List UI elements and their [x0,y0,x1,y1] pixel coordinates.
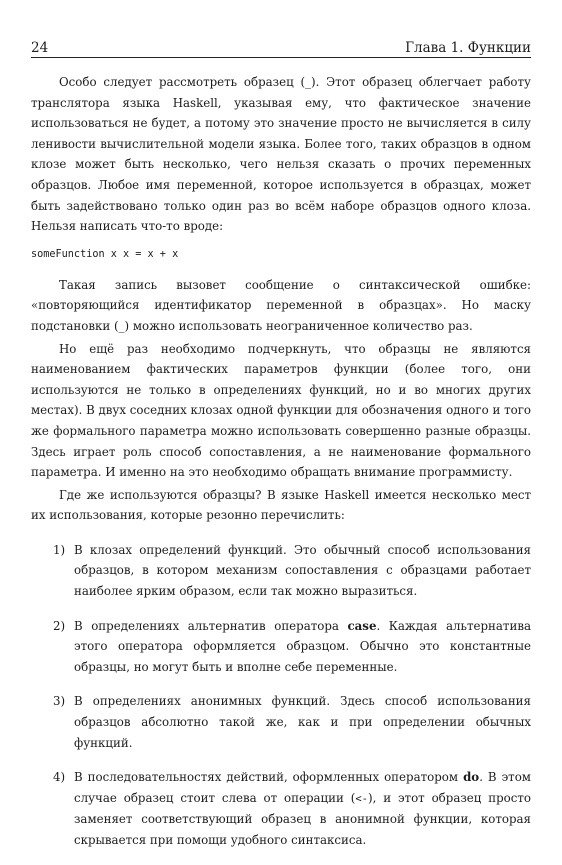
paragraph: Но ещё раз необходимо подчеркнуть, что образцы не являются наименованием фактических параметров функции (более того, они используются не только в определениях функций, но и во многих других местах). В двух соседних клозах одной функции для обозначения одного и того же формального параметра можно использовать совершенно разные образцы. Здесь играет роль способ сопоставления, а не наименование формального параметра. И именно на это необходимо обращать внимание программисту. [31,341,531,480]
list-text: В клозах определений функций. Это обычный способ использования образцов, в котором механизм сопоставления с образцами работает наиболее ярким образом, если так можно выразиться. [74,542,531,599]
code-example: someFunction x x = x + x [31,248,179,260]
paragraph: Такая запись вызовет сообщение о синтаксической ошибке: «повторяющийся идентификатор переменной в образцах». Но маску подстановки (_) можно использовать неограниченное количество раз. [31,277,531,333]
usage-list [31,540,531,851]
list-item [31,540,531,602]
list-number: 1) [53,542,66,557]
list-number: 3) [53,694,66,709]
page-number: 24 [31,40,49,56]
list-number: 4) [53,770,66,785]
list-text-post: . Каждая альтернатива этого оператора оформляется образцом. Обычно это константные образцы, но могут быть и вполне себе переменные. [74,618,531,674]
list-item [31,691,531,753]
page-body [31,72,531,865]
list-item [31,767,531,850]
operator-arrow: <- [355,792,368,805]
list-text-mid: . В этом случае образец стоит слева от операции ( [74,770,531,805]
list-item [31,616,531,678]
header-rule [31,57,531,58]
keyword-do: do [463,770,480,785]
list-text-pre: В последовательностях действий, оформленных оператором [74,770,464,785]
list-number: 2) [53,618,66,633]
list-text: В определениях анонимных функций. Здесь способ использования образцов абсолютно такой же, как и при определении обычных функций. [74,694,531,750]
running-header [31,36,531,56]
list-text-pre: В определениях альтернатив оператора [74,618,348,633]
list-text-post: ), и этот образец просто заменяет соответствующий образец в анонимной функции, которая скрывается при помощи удобного синтаксиса. [74,790,531,847]
paragraph: Особо следует рассмотреть образец (_). Этот образец облегчает работу транслятора языка Haskell, указывая ему, что фактическое значение использоваться не будет, а потому это значение просто не вычисляется в силу ленивости вычислительной модели языка. Более того, таких образцов в одном клозе может быть несколько, чего нельзя сказать о прочих переменных образцов. Любое имя переменной, которое используется в образцах, может быть задействовано только один раз во всём наборе образцов одного клоза. Нельзя написать что-то вроде: [31,75,531,234]
chapter-title: Глава 1. Функции [405,40,531,56]
keyword-case: case [347,618,377,633]
paragraph: Где же используются образцы? В языке Haskell имеется несколько мест их использования, которые резонно перечислить: [31,487,531,523]
